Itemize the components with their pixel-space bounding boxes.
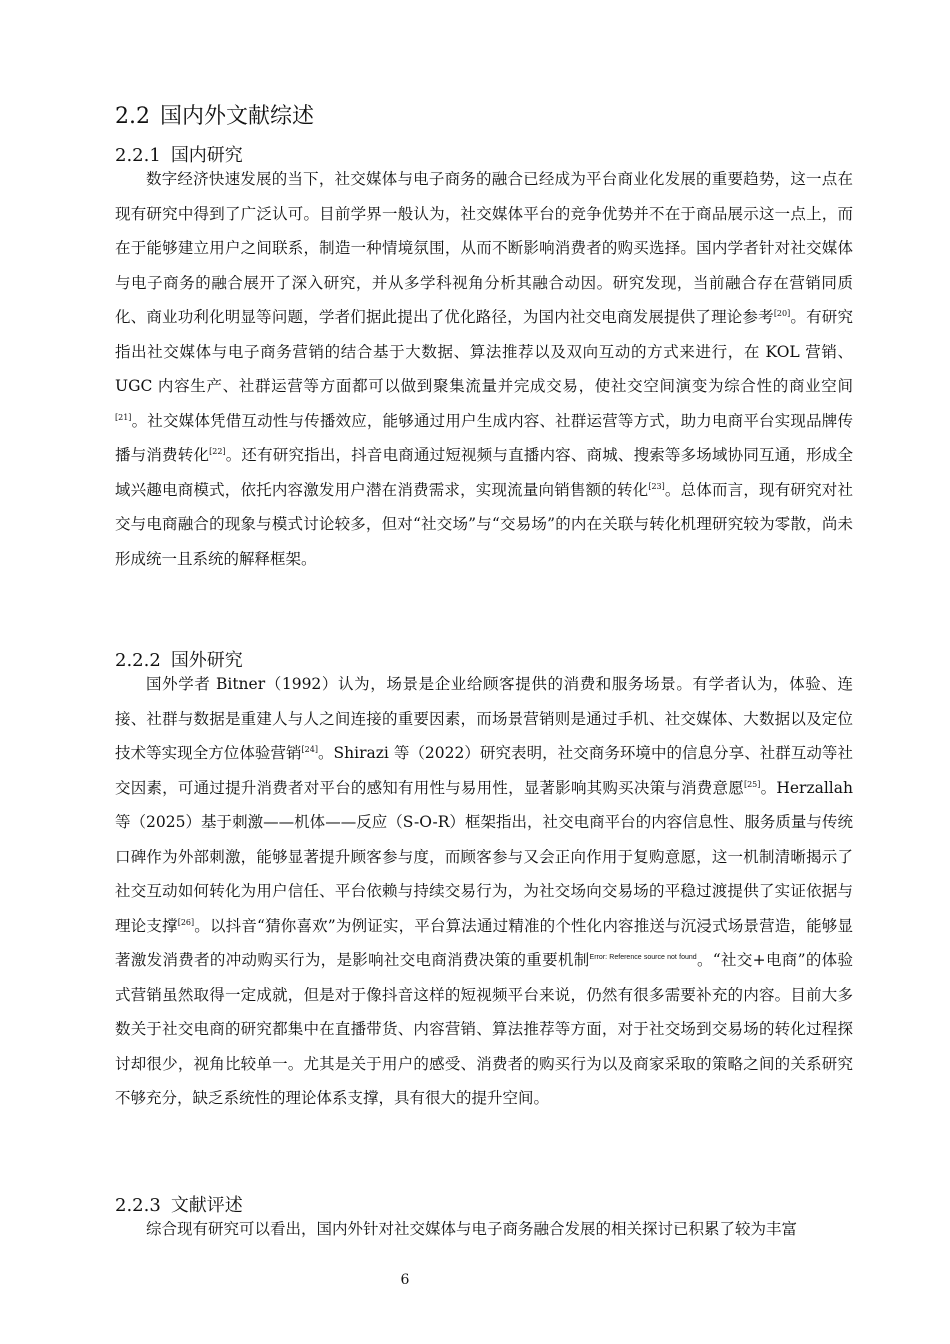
text-run: 数字经济快速发展的当下，社交媒体与电子商务的融合已经成为平台商业化发展的重要趋势，这一点在现有研究中得到了广泛认可。目前学界一般认为，社交媒体平台的竞争优势并不在于商品展示这一点上，而在于能够建立用户之间联系，制造一种情境氛围，从而不断影响消费者的购买选择。国内学者针对社交媒体与电子商务的融合展开了深入研究，并从多学科视角分析其融合动因。研究发现，当前融合存在营销同质化、商业功利化明显等问题，学者们据此提出了优化路径，为国内社交电商发展提供了理论参考: [115, 170, 853, 326]
text-run: 。“社交+电商”的体验式营销虽然取得一定成就，但是对于像抖音这样的短视频平台来说，仍然有很多需要补充的内容。目前大多数关于社交电商的研究都集中在直播带货、内容营销、算法推荐等方面，对于社交场到交易场的转化过程探讨却很少，视角比较单一。尤其是关于用户的感受、消费者的购买行为以及商家采取的策略之间的关系研究不够充分，缺乏系统性的理论体系支撑，具有很大的提升空间。: [115, 951, 853, 1107]
text-run: 。总体而言，现有研究对社交与电商融合的现象与模式讨论较多，但对“社交场”与“交易场”的内在关联与转化机理研究较为零散，尚未形成统一且系统的解释框架。: [115, 480, 853, 568]
text-run: 。社交媒体凭借互动性与传播效应，能够通过用户生成内容、社群运营等方式，助力电商平台实现品牌传播与消费转化: [115, 411, 853, 464]
subsection-number: 2.2.1: [115, 145, 161, 166]
citation-ref: [24]: [301, 745, 318, 754]
section-heading: [115, 100, 314, 134]
section-number: 2.2: [115, 104, 150, 129]
citation-ref: [21]: [115, 412, 132, 422]
citation-ref: [20]: [773, 309, 791, 318]
text-run: 。Herzallah 等（2025）基于刺激——机体——反应（S-O-R）框架指出，社交电商平台的内容信息性、服务质量与传统口碑作为外部刺激，能够显著提升顾客参与度，而顾客参与又会正向作用于复购意愿，这一机制清晰揭示了社交互动如何转化为用户信任、平台依赖与持续交易行为，为社交场向交易场的平稳过渡提供了实证依据与理论支撑: [115, 778, 853, 935]
subsection-title: 国外研究: [170, 650, 243, 671]
subsection-number: 2.2.3: [115, 1195, 161, 1216]
subsection-number: 2.2.2: [115, 650, 161, 671]
text-run: 。Shirazi 等（2022）研究表明，社交商务环境中的信息分享、社群互动等社交因素，可通过提升消费者对平台的感知有用性与易用性，显著影响其购买决策与消费意愿: [115, 744, 853, 797]
text-run: 国外学者 Bitner（1992）认为，场景是企业给顾客提供的消费和服务场景。有学者认为，体验、连接、社群与数据是重建人与人之间连接的重要因素，而场景营销则是通过手机、社交媒体、大数据以及定位技术等实现全方位体验营销: [115, 675, 853, 762]
paragraph-literature-review: [115, 1212, 853, 1247]
text-run: 。还有研究指出，抖音电商通过短视频与直播内容、商城、搜索等多场域协同互通，形成全域兴趣电商模式，依托内容激发用户潜在消费需求，实现流量向销售额的转化: [115, 446, 853, 499]
text-run: 。有研究指出社交媒体与电子商务营销的结合基于大数据、算法推荐以及双向互动的方式来进行，在 KOL 营销、UGC 内容生产、社群运营等方面都可以做到聚集流量并完成交易，使社交空间演变为综合性的商业空间: [115, 308, 853, 395]
section-title: 国内外文献综述: [160, 104, 315, 129]
subsection-title: 文献评述: [170, 1195, 243, 1216]
subsection-title: 国内研究: [170, 145, 243, 166]
paragraph-foreign-research: [115, 667, 853, 1116]
citation-ref: [22]: [209, 447, 226, 456]
citation-ref: [23]: [648, 481, 665, 491]
page-number: 6: [400, 1272, 410, 1288]
citation-ref: [26]: [177, 917, 195, 927]
text-run: 。以抖音“猜你喜欢”为例证实，平台算法通过精准的个性化内容推送与沉浸式场景营造，能够显著激发消费者的冲动购买行为，是影响社交电商消费决策的重要机制: [115, 916, 853, 969]
citation-ref: [25]: [743, 779, 761, 789]
reference-error: Error: Reference source not found: [589, 954, 697, 961]
paragraph-domestic-research: [115, 162, 853, 576]
text-run: 综合现有研究可以看出，国内外针对社交媒体与电子商务融合发展的相关探讨已积累了较为丰富: [146, 1220, 798, 1238]
